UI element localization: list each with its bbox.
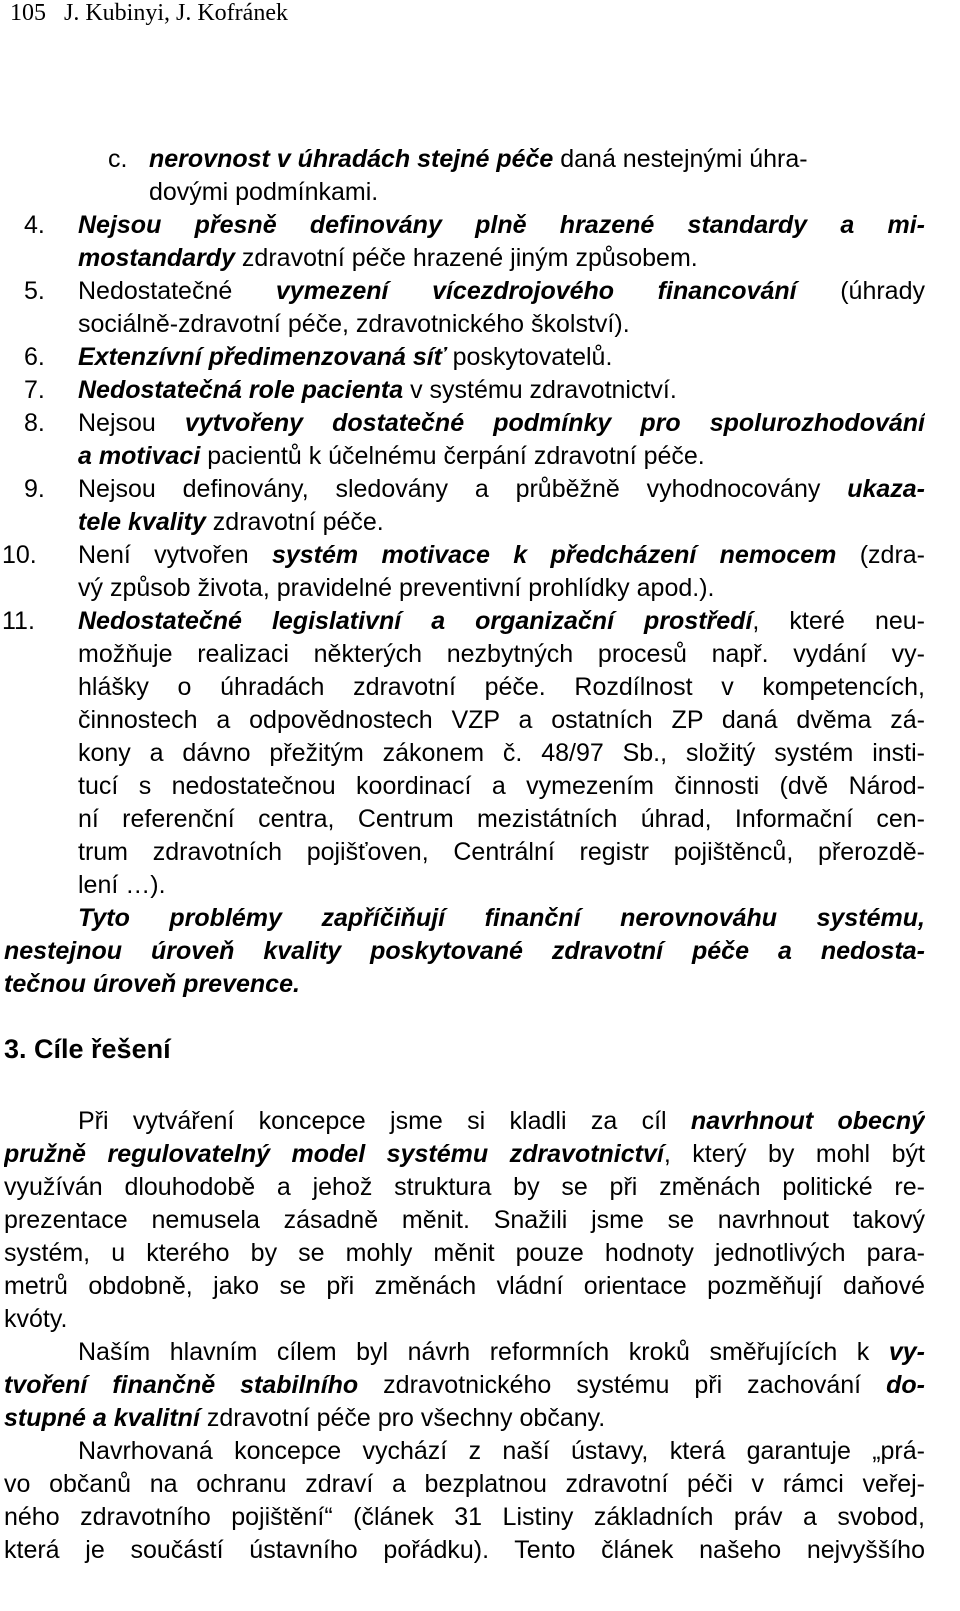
- text-line: [4, 969, 300, 999]
- text-segment: systém, u kterého by se mohly měnit pouze hodnoty jednotlivých para-: [4, 1239, 925, 1267]
- list-marker: 4.: [24, 211, 45, 239]
- emphasis-text: vy-: [888, 1338, 925, 1366]
- text-line: [78, 573, 714, 603]
- emphasis-text: systém motivace k předcházení nemocem: [271, 541, 837, 569]
- text-line: [78, 408, 925, 438]
- text-line: [78, 210, 925, 240]
- text-line: [4, 1271, 925, 1301]
- text-segment: poskytovatelů.: [445, 343, 613, 371]
- list-marker: 10.: [2, 541, 37, 569]
- text-segment: Není vytvořen: [78, 541, 272, 569]
- text-segment: lení …).: [78, 871, 166, 899]
- text-line: [4, 1469, 925, 1499]
- text-segment: Při vytváření koncepce jsme si kladli za cíl: [78, 1107, 691, 1135]
- text-line: [4, 1172, 925, 1202]
- text-segment: (úhrady: [796, 277, 925, 305]
- emphasis-text: Tyto problémy zapříčiňují finanční nerovnováhu systému,: [78, 904, 925, 932]
- text-segment: zdravotní péče.: [205, 508, 384, 536]
- emphasis-text: vytvořeny dostatečné podmínky pro spolurozhodování: [184, 409, 925, 437]
- text-segment: sociálně-zdravotní péče, zdravotnického školství).: [78, 310, 630, 338]
- text-segment: zdravotní péče hrazené jiným způsobem.: [234, 244, 698, 272]
- text-line: [78, 903, 925, 933]
- text-segment: zdravotní péče pro všechny občany.: [199, 1404, 606, 1432]
- text-line: [78, 1337, 925, 1367]
- text-line: [4, 1238, 925, 1268]
- text-line: [78, 243, 698, 273]
- text-line: [78, 870, 166, 900]
- text-line: [78, 441, 705, 471]
- text-line: [78, 804, 925, 834]
- text-line: [4, 1139, 925, 1169]
- emphasis-text: Nedostatečná role pacienta: [78, 376, 404, 404]
- text-segment: (zdra-: [836, 541, 925, 569]
- text-line: [78, 474, 925, 504]
- text-segment: metrů obdobně, jako se při změnách vládní orientace pozměňují daňové: [4, 1272, 925, 1300]
- text-line: [78, 606, 925, 636]
- text-line: [4, 936, 925, 966]
- emphasis-text: Nejsou přesně definovány plně hrazené standardy a mi-: [78, 211, 925, 239]
- text-segment: tucí s nedostatečnou koordinací a vymezením činnosti (dvě Národ-: [78, 772, 925, 800]
- text-line: [78, 738, 925, 768]
- text-line: [78, 639, 925, 669]
- text-line: [78, 771, 925, 801]
- text-segment: , který by mohl být: [663, 1140, 925, 1168]
- text-segment: pacientů k účelnému čerpání zdravotní péče.: [200, 442, 705, 470]
- text-segment: daná nestejnými úhra-: [553, 145, 808, 173]
- text-line: [78, 507, 384, 537]
- text-line: [4, 1205, 925, 1235]
- text-line: [78, 276, 925, 306]
- list-marker: 8.: [24, 409, 45, 437]
- emphasis-text: navrhnout obecný: [690, 1107, 925, 1135]
- text-line: [4, 1502, 925, 1532]
- text-segment: kony a dávno přežitým zákonem č. 48/97 Sb., složitý systém insti-: [78, 739, 925, 767]
- text-segment: vý způsob života, pravidelné preventivní prohlídky apod.).: [78, 574, 715, 602]
- text-line: [78, 540, 925, 570]
- text-segment: využíván dlouhodobě a jehož struktura by se při změnách politické re-: [4, 1173, 925, 1201]
- emphasis-text: nerovnost v úhradách stejné péče: [149, 145, 554, 173]
- text-segment: Naším hlavním cílem byl návrh reformních kroků směřujících k: [78, 1338, 889, 1366]
- emphasis-text: pružně regulovatelný model systému zdravotnictví: [4, 1140, 664, 1168]
- text-segment: ného zdravotního pojištění“ (článek 31 Listiny základních práv a svobod,: [4, 1503, 925, 1531]
- section-heading: 3. Cíle řešení: [4, 1034, 171, 1064]
- list-marker: c.: [108, 145, 128, 173]
- text-line: [4, 1535, 925, 1565]
- emphasis-text: nestejnou úroveň kvality poskytované zdravotní péče a nedosta-: [4, 937, 925, 965]
- text-segment: trum zdravotních pojišťoven, Centrální registr pojištěnců, přerozdě-: [78, 838, 925, 866]
- text-line: [78, 375, 677, 405]
- text-segment: ní referenční centra, Centrum mezistátních úhrad, Informační cen-: [78, 805, 925, 833]
- text-line: [78, 672, 925, 702]
- text-line: [78, 837, 925, 867]
- text-segment: Nejsou: [78, 409, 185, 437]
- text-segment: hlášky o úhradách zdravotní péče. Rozdílnost v kompetencích,: [78, 673, 925, 701]
- text-line: [78, 1436, 925, 1466]
- list-marker: 9.: [24, 475, 45, 503]
- text-segment: kvóty.: [4, 1305, 68, 1333]
- text-segment: činnostech a odpovědnostech VZP a ostatních ZP daná dvěma zá-: [78, 706, 925, 734]
- emphasis-text: a motivaci: [78, 442, 201, 470]
- list-marker: 7.: [24, 376, 45, 404]
- emphasis-text: ukaza-: [847, 475, 925, 503]
- text-line: [149, 177, 378, 207]
- emphasis-text: do-: [886, 1371, 925, 1399]
- text-line: [78, 309, 630, 339]
- text-segment: , které neu-: [752, 607, 925, 635]
- text-line: [78, 342, 612, 372]
- list-marker: 6.: [24, 343, 45, 371]
- page-header: [10, 0, 288, 26]
- emphasis-text: Extenzívní předimenzovaná síť: [78, 343, 446, 371]
- text-segment: v systému zdravotnictví.: [403, 376, 677, 404]
- text-segment: Nedostatečné: [78, 277, 276, 305]
- page-authors: J. Kubinyi, J. Kofránek: [64, 0, 288, 26]
- emphasis-text: vymezení vícezdrojového financování: [275, 277, 797, 305]
- list-marker: 11.: [2, 607, 35, 635]
- text-line: [4, 1370, 925, 1400]
- emphasis-text: tele kvality: [78, 508, 206, 536]
- text-segment: prezentace nemusela zásadně měnit. Snažili jsme se navrhnout takový: [4, 1206, 925, 1234]
- text-line: [4, 1403, 605, 1433]
- list-marker: 5.: [24, 277, 45, 305]
- text-segment: možňuje realizaci některých nezbytných procesů např. vydání vy-: [78, 640, 925, 668]
- text-segment: Nejsou definovány, sledovány a průběžně vyhodnocovány: [78, 475, 848, 503]
- emphasis-text: tečnou úroveň prevence.: [4, 970, 300, 998]
- emphasis-text: tvoření finančně stabilního: [4, 1371, 359, 1399]
- text-line: [78, 705, 925, 735]
- text-segment: vo občanů na ochranu zdraví a bezplatnou zdravotní péči v rámci veřej-: [4, 1470, 925, 1498]
- page-number: 105: [10, 0, 46, 26]
- text-line: [149, 144, 808, 174]
- text-segment: která je součástí ústavního pořádku). Tento článek našeho nejvyššího: [4, 1536, 925, 1564]
- emphasis-text: Nedostatečné legislativní a organizační prostředí: [78, 607, 753, 635]
- text-line: [78, 1106, 925, 1136]
- text-segment: zdravotnického systému při zachování: [358, 1371, 887, 1399]
- text-line: [4, 1034, 171, 1064]
- text-segment: Navrhovaná koncepce vychází z naší ústavy, která garantuje „prá-: [78, 1437, 925, 1465]
- emphasis-text: mostandardy: [78, 244, 235, 272]
- emphasis-text: stupné a kvalitní: [4, 1404, 200, 1432]
- text-line: [4, 1304, 67, 1334]
- text-segment: dovými podmínkami.: [149, 178, 379, 206]
